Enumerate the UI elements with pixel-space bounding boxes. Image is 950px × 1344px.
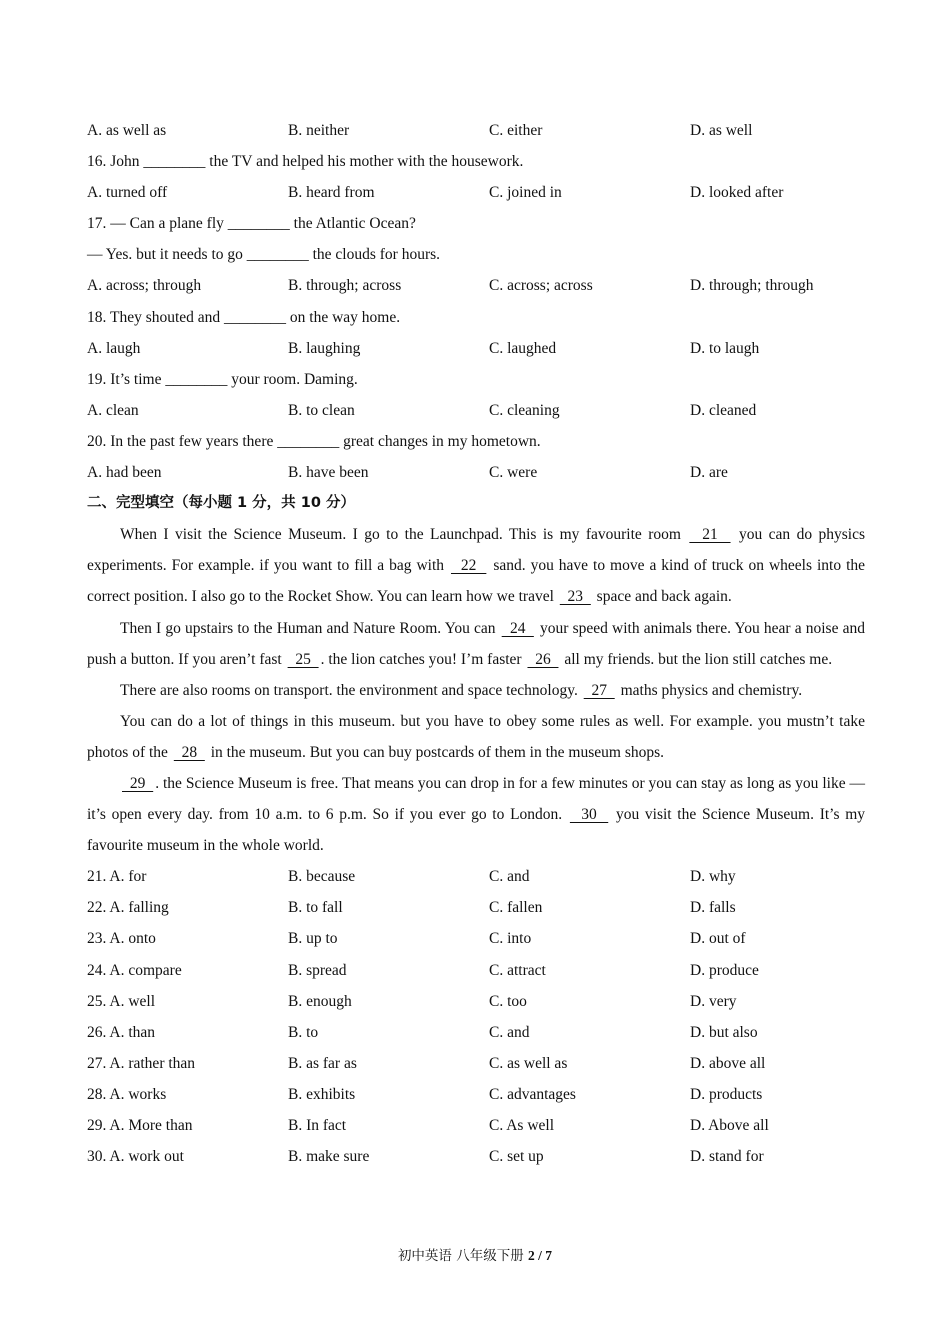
option: D. above all: [690, 1054, 766, 1072]
blank: 29: [122, 774, 154, 792]
option: C. attract: [489, 961, 546, 979]
option: C. fallen: [489, 899, 543, 917]
option: B. laughing: [288, 339, 361, 357]
option: D. why: [690, 868, 736, 886]
option: D. out of: [690, 930, 746, 948]
option: A. laugh: [87, 339, 141, 357]
option: B. enough: [288, 992, 352, 1010]
option: B. as far as: [288, 1054, 357, 1072]
option: C. either: [489, 122, 543, 139]
option: A. turned off: [87, 184, 168, 202]
blank: 22: [450, 557, 487, 575]
option: D. falls: [690, 899, 736, 917]
option: D. products: [690, 1085, 763, 1103]
option: A. had been: [87, 464, 162, 482]
option-row: [87, 115, 865, 146]
option: B. through; across: [288, 277, 402, 295]
option: C. laughed: [489, 339, 557, 357]
blank: 28: [173, 743, 205, 761]
option: A. as well as: [87, 122, 167, 139]
passage-paragraph: Then I go upstairs to the Human and Nature Room. You can 24 your speed with animals there. You hear a noise and push a button. If you aren’t fast 25 . the lion catches you! I’m faster 26 all my friends. but the lion still catches me.: [87, 619, 865, 668]
option: B. In fact: [288, 1117, 347, 1134]
page-footer: [0, 1244, 950, 1264]
option: D. through; through: [690, 277, 814, 295]
option: C. joined in: [489, 184, 562, 202]
cloze-option-row: [87, 1048, 865, 1079]
cloze-option-row: [87, 1017, 865, 1048]
option: C. too: [489, 992, 527, 1010]
option: D. as well: [690, 122, 753, 139]
option: C. across; across: [489, 277, 593, 295]
option: B. to: [288, 1023, 319, 1041]
question-stem: — Yes. but it needs to go ________ the clouds for hours.: [87, 246, 441, 264]
option: C. As well: [489, 1117, 555, 1134]
question-stem: 19. It’s time ________ your room. Daming.: [87, 370, 358, 388]
option: 21. A. for: [87, 868, 147, 886]
option: B. because: [288, 868, 356, 886]
option: D. are: [690, 464, 728, 482]
option: B. spread: [288, 961, 347, 979]
option: C. and: [489, 868, 530, 886]
option: D. to laugh: [690, 339, 760, 357]
option-row: [87, 177, 865, 208]
option: 29. A. More than: [87, 1117, 193, 1134]
blank: 23: [559, 588, 591, 606]
option-row: [87, 395, 865, 426]
blank: 21: [689, 526, 731, 544]
blank: 30: [569, 806, 609, 824]
question-stem: 20. In the past few years there ________ great changes in my hometown.: [87, 432, 541, 450]
option: A. across; through: [87, 277, 202, 295]
passage-paragraph: When I visit the Science Museum. I go to the Launchpad. This is my favourite room 21 you can do physics experiments. For example. if you want to fill a bag with 22 sand. you have to move a kind of truck on wheels into the correct position. I also go to the Rocket Show. You can learn how we travel 23 space and back again.: [87, 526, 866, 606]
blank: 25: [287, 650, 319, 668]
section-title: 二、完型填空（每小题 1 分，共 10 分）: [87, 495, 355, 512]
option: D. cleaned: [690, 401, 757, 419]
option: 27. A. rather than: [87, 1054, 196, 1072]
option: C. set up: [489, 1148, 544, 1166]
exam-page: [87, 115, 865, 1172]
option: 22. A. falling: [87, 899, 169, 917]
option: D. but also: [690, 1023, 758, 1041]
blank: 24: [501, 619, 534, 637]
option: B. heard from: [288, 184, 375, 202]
option-row: [87, 270, 865, 301]
cloze-option-row: [87, 986, 865, 1017]
option: D. Above all: [690, 1117, 769, 1134]
passage-paragraph: You can do a lot of things in this museum. but you have to obey some rules as well. For example. you mustn’t take photos of the 28 in the museum. But you can buy postcards of them in the museum shops.: [87, 712, 865, 761]
option: 23. A. onto: [87, 930, 156, 948]
option: C. advantages: [489, 1085, 576, 1103]
cloze-option-row: [87, 1079, 865, 1110]
option: B. up to: [288, 930, 338, 948]
option: B. make sure: [288, 1148, 370, 1166]
option: 28. A. works: [87, 1085, 167, 1103]
option-row: [87, 333, 865, 364]
cloze-option-row: [87, 861, 865, 892]
option: 26. A. than: [87, 1023, 156, 1041]
cloze-option-row: [87, 892, 865, 923]
option: A. clean: [87, 401, 139, 419]
option: C. and: [489, 1023, 530, 1041]
footer-label: 初中英语 八年级下册: [397, 1248, 529, 1264]
option: D. produce: [690, 961, 759, 979]
option: B. have been: [288, 464, 369, 482]
cloze-option-row: [87, 923, 865, 954]
option: 24. A. compare: [87, 961, 182, 979]
option: B. exhibits: [288, 1085, 356, 1103]
option: C. as well as: [489, 1054, 568, 1072]
option: C. cleaning: [489, 401, 560, 419]
option: B. neither: [288, 122, 350, 139]
passage-paragraph: There are also rooms on transport. the environment and space technology. 27 maths physics and chemistry.: [120, 681, 803, 699]
option: C. were: [489, 464, 538, 482]
blank: 27: [583, 681, 615, 699]
question-stem: 17. — Can a plane fly ________ the Atlantic Ocean?: [87, 215, 416, 233]
blank: 26: [527, 650, 559, 668]
option: 30. A. work out: [87, 1148, 184, 1166]
option: C. into: [489, 930, 532, 948]
question-stem: 18. They shouted and ________ on the way home.: [87, 308, 401, 326]
option: D. looked after: [690, 184, 784, 202]
option-row: [87, 457, 865, 488]
option: B. to clean: [288, 401, 355, 419]
cloze-option-row: [87, 1141, 865, 1172]
option: 25. A. well: [87, 992, 156, 1010]
option: D. very: [690, 992, 737, 1010]
option: B. to fall: [288, 899, 343, 917]
passage-paragraph: 29 . the Science Museum is free. That means you can drop in for a few minutes or you can stay as long as you like — it’s open every day. from 10 a.m. to 6 p.m. So if you ever go to London. 30 you visit the Science Museum. It’s my favourite museum in the whole world.: [87, 774, 866, 855]
question-stem: 16. John ________ the TV and helped his mother with the housework.: [87, 153, 524, 171]
page-number: 2 / 7: [528, 1248, 553, 1263]
option: D. stand for: [690, 1148, 764, 1166]
cloze-option-row: [87, 1110, 865, 1141]
cloze-option-row: [87, 955, 865, 986]
